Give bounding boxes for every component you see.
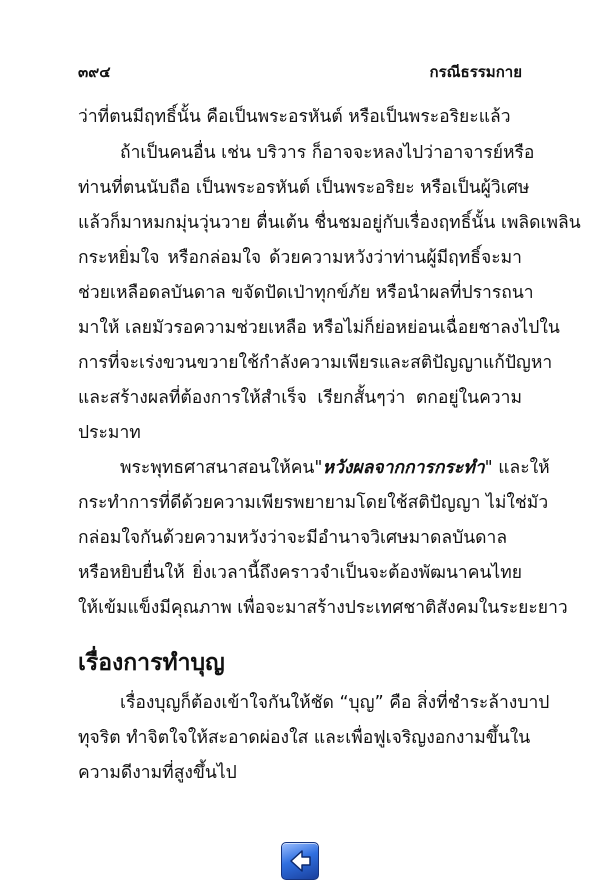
arrow-left-icon [282, 843, 318, 879]
paragraph-line: หรือหยิบยื่นให้ ยิ่งเวลานี้ถึงคราวจำเป็นจะต้องพัฒนาคนไทย [78, 563, 522, 583]
running-title: กรณีธรรมกาย [429, 63, 522, 81]
paragraph-line: ท่านที่ตนนับถือ เป็นพระอรหันต์ เป็นพระอริยะ หรือเป็นผู้วิเศษ [78, 178, 530, 198]
paragraph-line: เรื่องบุญก็ต้องเข้าใจกันให้ชัด “บุญ” คือ สิ่งที่ชำระล้างบาป [120, 693, 550, 713]
paragraph-line: กล่อมใจกันด้วยความหวังว่าจะมีอำนาจวิเศษมาดลบันดาล [78, 528, 508, 548]
paragraph-line: ทุจริต ทำจิตใจให้สะอาดผ่องใส และเพื่อฟูเจริญงอกงามขึ้นใน [78, 728, 531, 748]
page-header [78, 60, 522, 84]
emphasis-phrase: หวังผลจากการกระทำ [322, 458, 485, 478]
paragraph-line: มาให้ เลยมัวรอความช่วยเหลือ หรือไม่ก็ย่อหย่อนเฉื่อยชาลงไปใน [78, 318, 560, 338]
paragraph-line: กระทำการที่ดีด้วยความเพียรพยายามโดยใช้สติปัญญา ไม่ใช่มัว [78, 493, 549, 513]
back-button[interactable] [281, 842, 319, 880]
paragraph-line: ความดีงามที่สูงขึ้นไป [78, 763, 237, 783]
paragraph-line: การที่จะเร่งขวนขวายใช้กำลังความเพียรและสติปัญญาแก้ปัญหา [78, 353, 553, 373]
paragraph-line: ให้เข้มแข็งมีคุณภาพ เพื่อจะมาสร้างประเทศชาติสังคมในระยะยาว [78, 598, 568, 618]
section-heading: เรื่องการทำบุญ [78, 650, 225, 676]
paragraph-line: กระหยิ่มใจ หรือกล่อมใจ ด้วยความหวังว่าท่านผู้มีฤทธิ์จะมา [78, 248, 522, 268]
line-text: " และให้ [484, 458, 550, 478]
paragraph-line: แล้วก็มาหมกมุ่นวุ่นวาย ตื่นเต้น ชื่นชมอยู่กับเรื่องฤทธิ์นั้น เพลิดเพลิน [78, 213, 581, 233]
paragraph-line: ช่วยเหลือดลบันดาล ขจัดปัดเป่าทุกข์ภัย หรือนำผลที่ปรารถนา [78, 283, 534, 303]
page-number: ๓๙๔ [78, 63, 111, 81]
paragraph-line: ถ้าเป็นคนอื่น เช่น บริวาร ก็อาจจะหลงไปว่าอาจารย์หรือ [120, 143, 535, 163]
paragraph-line [120, 455, 550, 481]
paragraph-line: ประมาท [78, 423, 141, 443]
line-text: พระพุทธศาสนาสอนให้คน" [120, 458, 323, 478]
paragraph-line: ว่าที่ตนมีฤทธิ์นั้น คือเป็นพระอรหันต์ หรือเป็นพระอริยะแล้ว [78, 107, 511, 127]
paragraph-line: และสร้างผลที่ต้องการให้สำเร็จ เรียกสั้นๆว่า ตกอยู่ในความ [78, 388, 522, 408]
